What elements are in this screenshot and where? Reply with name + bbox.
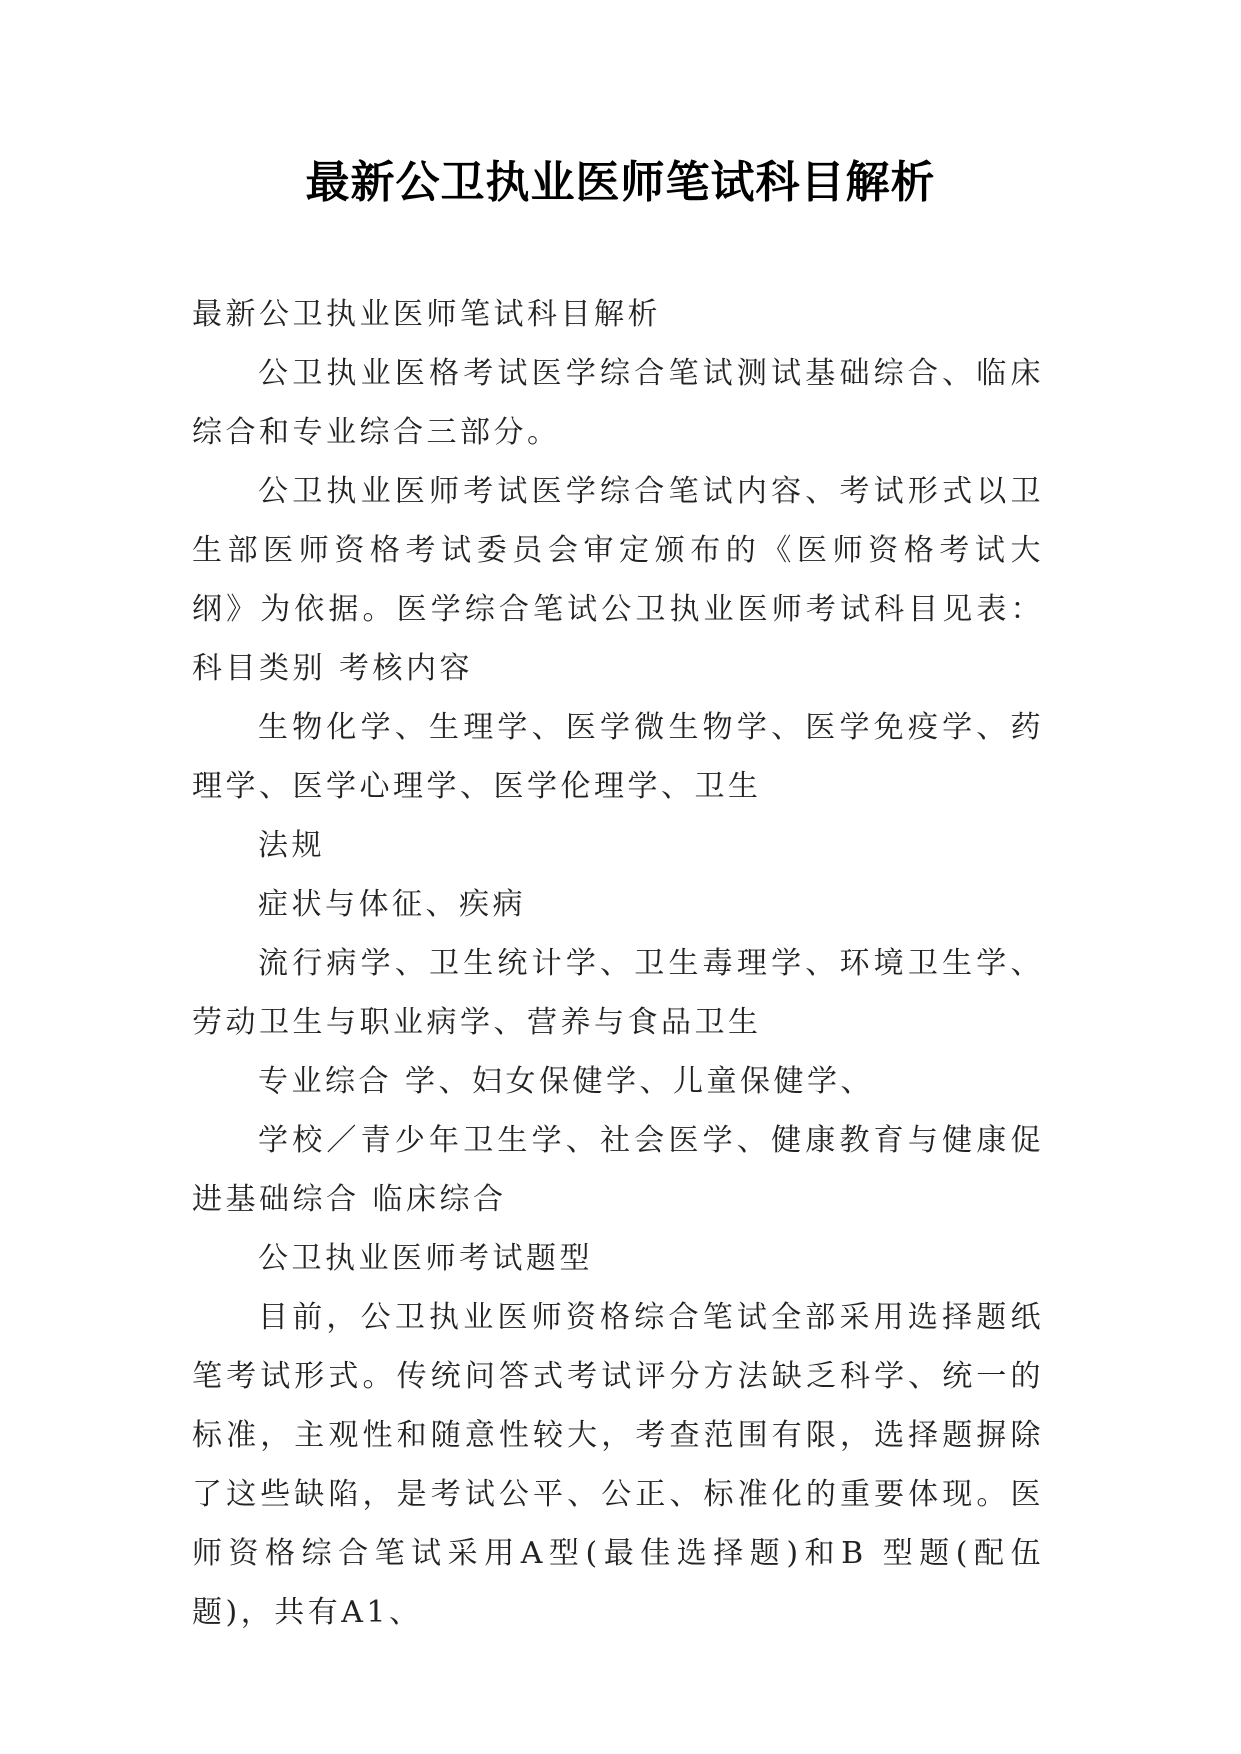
document-body bbox=[192, 285, 1044, 1642]
body-paragraph: 最新公卫执业医师笔试科目解析 bbox=[192, 297, 661, 332]
body-paragraph: 专业综合 学、妇女保健学、儿童保健学、 bbox=[258, 1064, 875, 1099]
document-title: 最新公卫执业医师笔试科目解析 bbox=[305, 157, 936, 208]
body-paragraph: 公卫执业医师考试题型 bbox=[258, 1241, 593, 1276]
body-paragraph: 生物化学、生理学、医学微生物学、医学免疫学、药理学、医学心理学、医学伦理学、卫生 bbox=[192, 710, 1044, 804]
body-paragraph: 症状与体征、疾病 bbox=[258, 887, 526, 922]
body-paragraph: 公卫执业医格考试医学综合笔试测试基础综合、临床综合和专业综合三部分。 bbox=[192, 356, 1044, 450]
body-paragraph: 学校／青少年卫生学、社会医学、健康教育与健康促进基础综合 临床综合 bbox=[192, 1123, 1044, 1217]
body-paragraph: 法规 bbox=[258, 828, 325, 863]
body-paragraph: 公卫执业医师考试医学综合笔试内容、考试形式以卫生部医师资格考试委员会审定颁布的《医师资格考试大纲》为依据。医学综合笔试公卫执业医师考试科目见表： 科目类别 考核内容 bbox=[192, 474, 1044, 686]
body-paragraph: 流行病学、卫生统计学、卫生毒理学、环境卫生学、劳动卫生与职业病学、营养与食品卫生 bbox=[192, 946, 1044, 1040]
body-paragraph: 目前，公卫执业医师资格综合笔试全部采用选择题纸笔考试形式。传统问答式考试评分方法缺乏科学、统一的标准，主观性和随意性较大，考查范围有限，选择题摒除了这些缺陷，是考试公平、公正、标准化的重要体现。医师资格综合笔试采用A型(最佳选择题)和B 型题(配伍题)，共有A1、 bbox=[192, 1300, 1044, 1630]
